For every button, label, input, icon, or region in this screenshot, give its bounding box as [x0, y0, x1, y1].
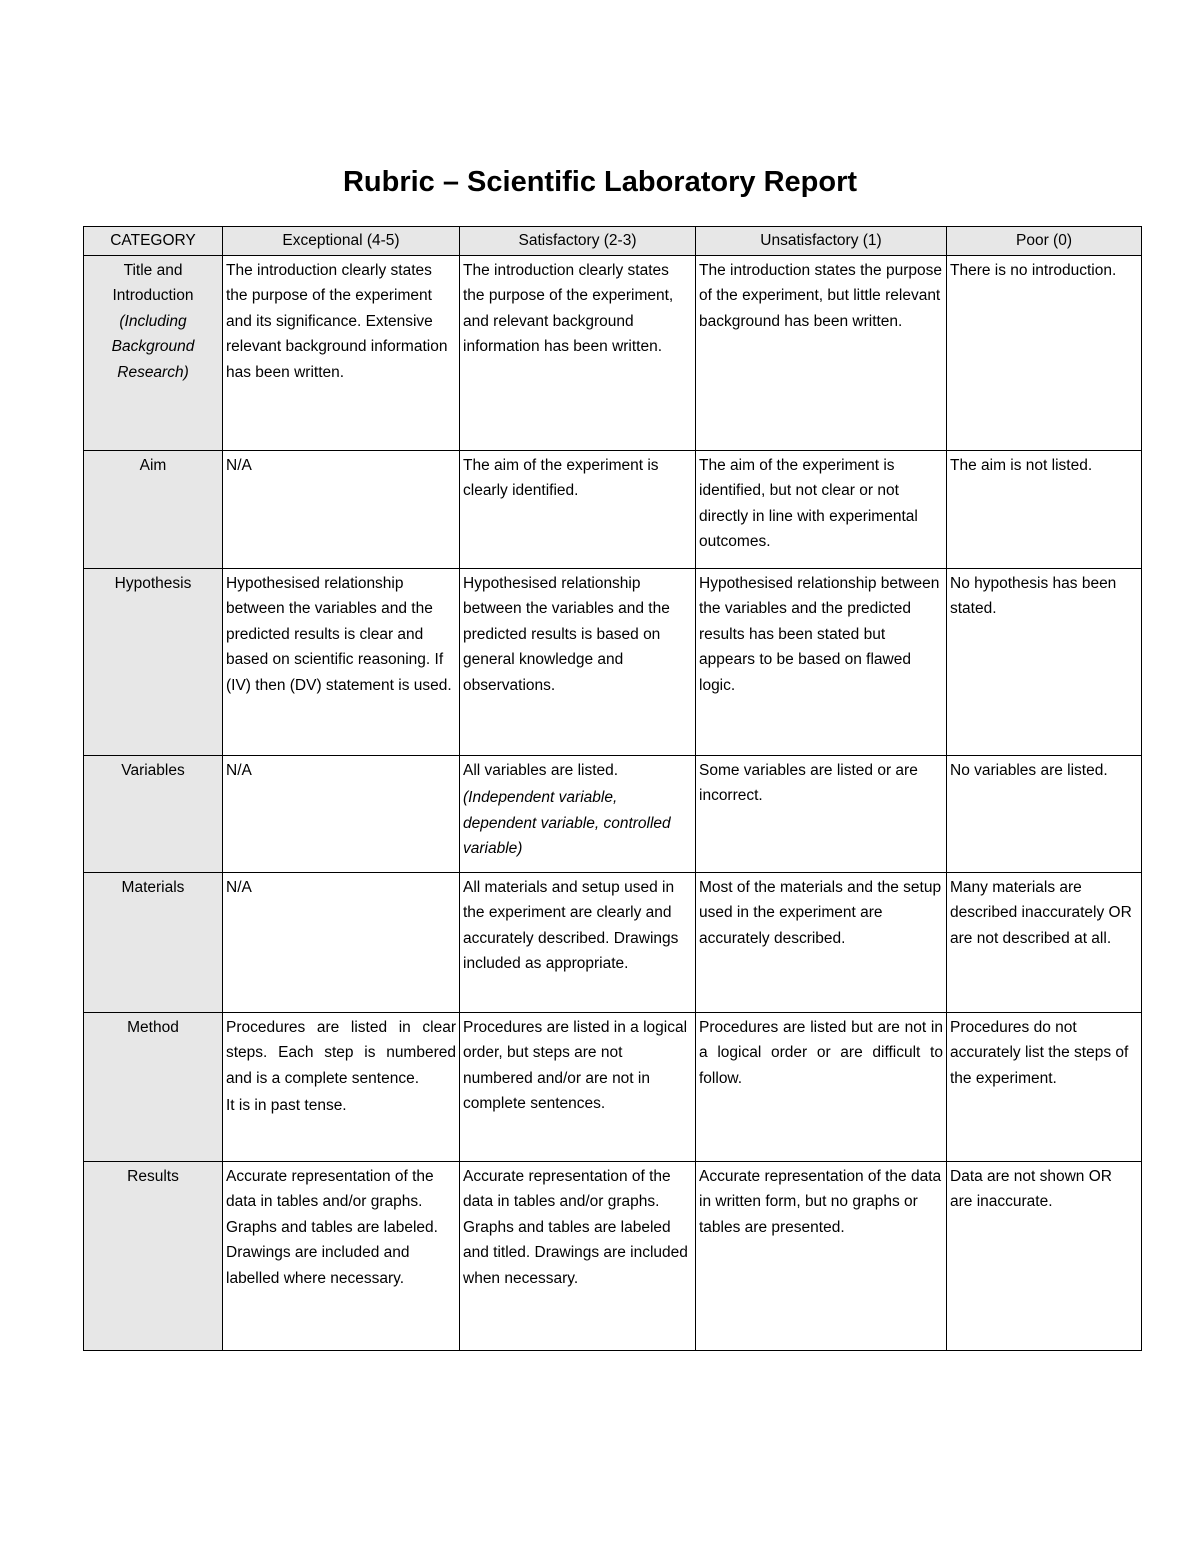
category-label: Materials — [121, 879, 185, 896]
exceptional-cell — [223, 569, 460, 756]
cell-note: (Independent variable, dependent variable, controlled variable) — [463, 789, 671, 858]
header-exceptional: Exceptional (4-5) — [223, 227, 460, 256]
cell-text: The aim of the experiment is clearly identified. — [463, 457, 659, 500]
exceptional-cell — [223, 256, 460, 451]
cell-text: All materials and setup used in the experiment are clearly and accurately described. Drawings included as appropriate. — [463, 879, 679, 973]
cell-text: Procedures are listed in a logical order, but steps are not numbered and/or are not in complete sentences. — [463, 1019, 688, 1113]
unsatisfactory-cell — [696, 1162, 947, 1351]
satisfactory-cell — [460, 569, 696, 756]
category-cell — [84, 1162, 223, 1351]
category-label: Title and Introduction — [112, 262, 194, 305]
header-row — [84, 227, 1142, 256]
table-row — [84, 451, 1142, 569]
exceptional-cell — [223, 1013, 460, 1162]
satisfactory-cell — [460, 451, 696, 569]
cell-text: The introduction clearly states the purpose of the experiment and its significance. Extensive relevant background information has been written. — [226, 262, 448, 381]
category-cell — [84, 569, 223, 756]
poor-cell — [947, 873, 1142, 1013]
cell-text: No variables are listed. — [950, 762, 1108, 779]
satisfactory-cell — [460, 1162, 696, 1351]
exceptional-cell — [223, 1162, 460, 1351]
cell-text: Hypothesised relationship between the variables and the predicted results has been stated but appears to be based on flawed logic. — [699, 575, 940, 694]
cell-text: Hypothesised relationship between the variables and the predicted results is clear and based on scientific reasoning. If (IV) then (DV) statement is used. — [226, 575, 452, 694]
satisfactory-cell — [460, 1013, 696, 1162]
table-row — [84, 873, 1142, 1013]
cell-text: N/A — [226, 762, 252, 779]
unsatisfactory-cell — [696, 1013, 947, 1162]
poor-cell — [947, 756, 1142, 873]
cell-text: Hypothesised relationship between the variables and the predicted results is based on general knowledge and observations. — [463, 575, 670, 694]
exceptional-cell — [223, 873, 460, 1013]
category-label: Method — [127, 1019, 179, 1036]
header-poor: Poor (0) — [947, 227, 1142, 256]
cell-text: The aim is not listed. — [950, 457, 1093, 474]
cell-text: Accurate representation of the data in written form, but no graphs or tables are presented. — [699, 1168, 942, 1236]
category-label: Results — [127, 1168, 179, 1185]
category-cell — [84, 873, 223, 1013]
cell-text: No hypothesis has been stated. — [950, 575, 1117, 618]
table-row — [84, 256, 1142, 451]
unsatisfactory-cell — [696, 873, 947, 1013]
header-category: CATEGORY — [84, 227, 223, 256]
category-cell — [84, 756, 223, 873]
category-label: Variables — [121, 762, 185, 779]
poor-cell — [947, 1162, 1142, 1351]
cell-text: The introduction states the purpose of the experiment, but little relevant background has been written. — [699, 262, 942, 330]
table-row — [84, 1162, 1142, 1351]
exceptional-cell — [223, 756, 460, 873]
satisfactory-cell — [460, 756, 696, 873]
cell-extra-text: It is in past tense. — [226, 1097, 347, 1115]
cell-text: The introduction clearly states the purpose of the experiment, and relevant background information has been written. — [463, 262, 674, 356]
category-label: Aim — [139, 457, 167, 474]
page-title: Rubric – Scientific Laboratory Report — [342, 166, 858, 198]
unsatisfactory-cell — [696, 451, 947, 569]
cell-text: N/A — [226, 879, 252, 896]
cell-text: Data are not shown OR are inaccurate. — [950, 1168, 1112, 1211]
table-row — [84, 569, 1142, 756]
header-unsatisfactory: Unsatisfactory (1) — [696, 227, 947, 256]
cell-text: All variables are listed. — [463, 762, 619, 779]
cell-text: Procedures are listed in clear steps. Each step is numbered and is a complete sentence. — [226, 1019, 456, 1087]
category-cell — [84, 451, 223, 569]
cell-text: N/A — [226, 457, 252, 474]
header-satisfactory: Satisfactory (2-3) — [460, 227, 696, 256]
cell-text: Accurate representation of the data in tables and/or graphs. Graphs and tables are labeled. Drawings are included and labelled where necessary. — [226, 1168, 438, 1287]
satisfactory-cell — [460, 256, 696, 451]
cell-text: The aim of the experiment is identified, but not clear or not directly in line with experimental outcomes. — [699, 457, 918, 551]
exceptional-cell — [223, 451, 460, 569]
category-label: Hypothesis — [114, 575, 192, 592]
cell-text: Procedures are listed but are not in a logical order or are difficult to follow. — [699, 1019, 943, 1087]
category-cell — [84, 1013, 223, 1162]
poor-cell — [947, 256, 1142, 451]
poor-cell — [947, 451, 1142, 569]
cell-text: Many materials are described inaccurately OR are not described at all. — [950, 879, 1132, 947]
table-row — [84, 1013, 1142, 1162]
unsatisfactory-cell — [696, 756, 947, 873]
category-sublabel: (Including Background Research) — [111, 312, 195, 381]
cell-text: Some variables are listed or are incorrect. — [699, 762, 918, 805]
satisfactory-cell — [460, 873, 696, 1013]
poor-cell — [947, 1013, 1142, 1162]
cell-text: There is no introduction. — [950, 262, 1117, 279]
unsatisfactory-cell — [696, 256, 947, 451]
cell-text: Most of the materials and the setup used in the experiment are accurately described. — [699, 879, 942, 947]
category-cell — [84, 256, 223, 451]
cell-text: Accurate representation of the data in tables and/or graphs. Graphs and tables are labeled and titled. Drawings are included when necessary. — [463, 1168, 688, 1287]
table-row — [84, 756, 1142, 873]
unsatisfactory-cell — [696, 569, 947, 756]
rubric-table — [83, 226, 1142, 1351]
cell-text: Procedures do not accurately list the steps of the experiment. — [950, 1019, 1129, 1087]
poor-cell — [947, 569, 1142, 756]
